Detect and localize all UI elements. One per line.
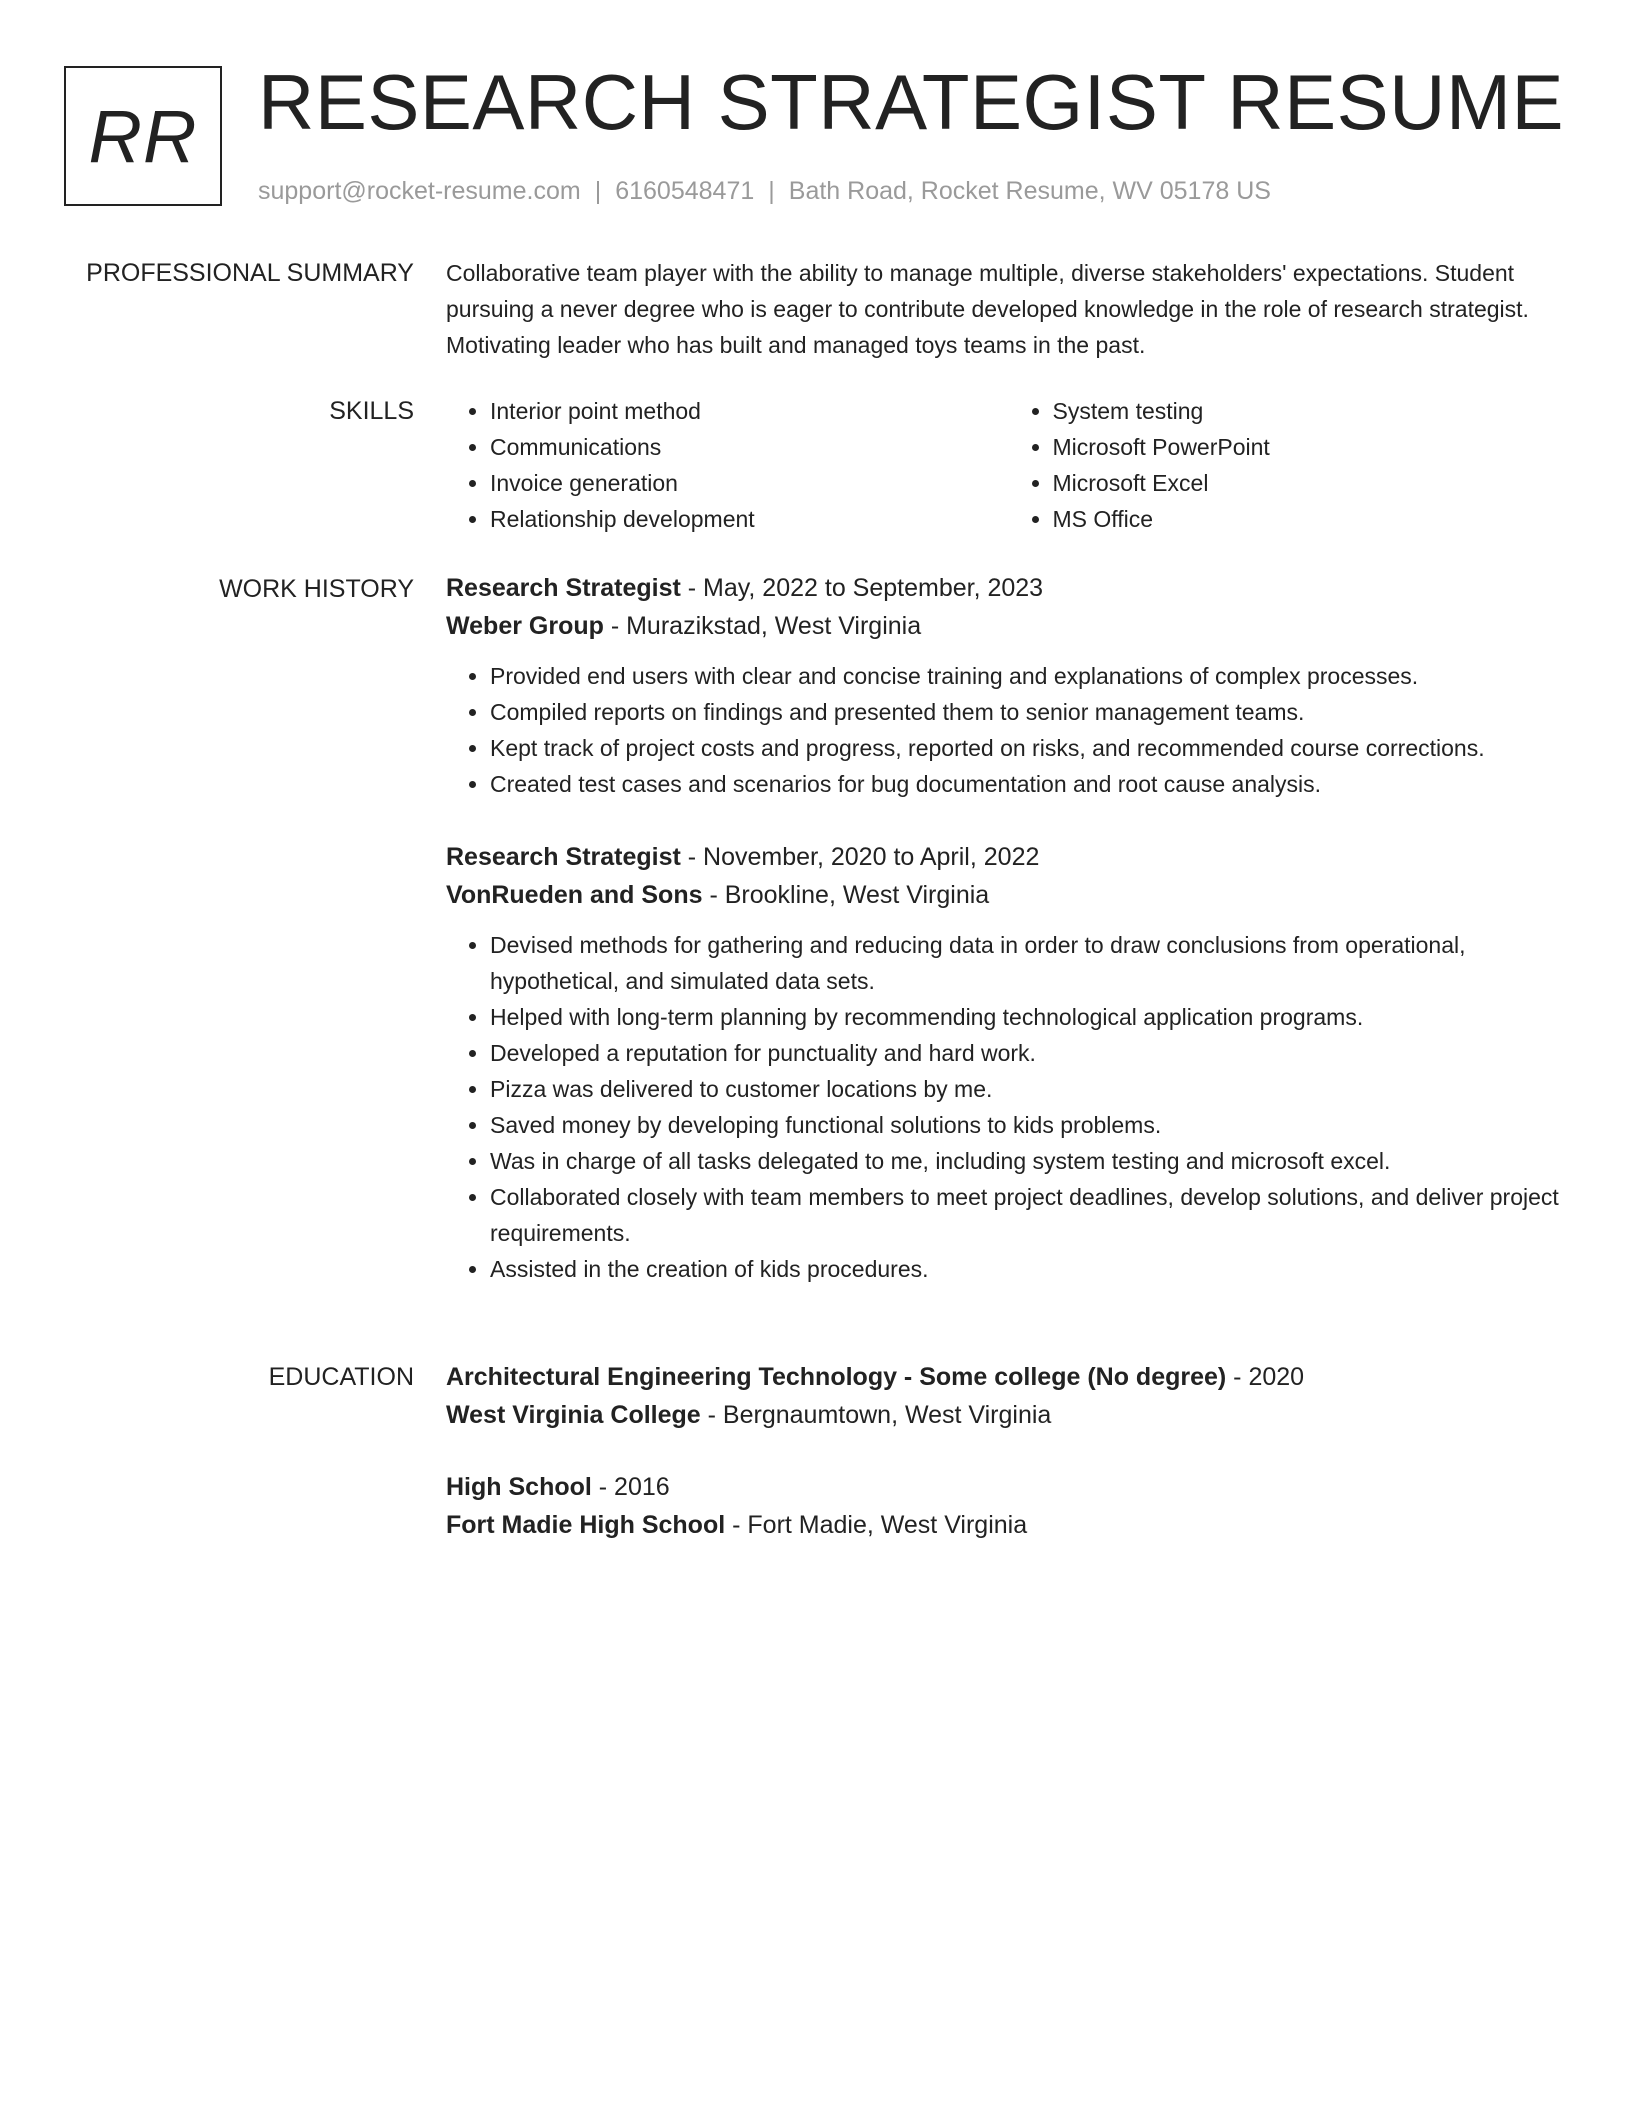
job-bullets bbox=[446, 658, 1571, 802]
job-title: Research Strategist bbox=[446, 574, 681, 602]
job-bullet: • Compiled reports on findings and presented them to senior management teams. bbox=[490, 694, 1571, 730]
job-location: - Brookline, West Virginia bbox=[702, 881, 990, 909]
contact-address: Bath Road, Rocket Resume, WV 05178 US bbox=[788, 177, 1271, 205]
education-school: West Virginia College bbox=[446, 1401, 701, 1429]
contact-phone: 6160548471 bbox=[615, 177, 755, 205]
skill-item: • Microsoft Excel bbox=[1053, 465, 1572, 501]
contact-separator: | bbox=[594, 177, 602, 205]
job-bullet: • Collaborated closely with team members to meet project deadlines, develop solutions, and deliver project requirements. bbox=[490, 1179, 1571, 1251]
skill-item: • Communications bbox=[490, 429, 1009, 465]
job-entry bbox=[446, 569, 1571, 802]
education-degree-line bbox=[446, 1358, 1571, 1396]
education-year: - 2016 bbox=[591, 1473, 670, 1501]
skill-item: • MS Office bbox=[1053, 501, 1572, 537]
job-bullets bbox=[446, 927, 1571, 1287]
education-entry bbox=[446, 1468, 1571, 1544]
job-bullet: • Assisted in the creation of kids procedures. bbox=[490, 1251, 1571, 1287]
job-company-line bbox=[446, 607, 1571, 645]
job-bullet: • Was in charge of all tasks delegated to me, including system testing and microsoft excel. bbox=[490, 1143, 1571, 1179]
summary-body bbox=[446, 255, 1571, 363]
job-bullet: • Kept track of project costs and progress, reported on risks, and recommended course corrections. bbox=[490, 730, 1571, 766]
education-body bbox=[446, 1358, 1571, 1578]
job-company: Weber Group bbox=[446, 612, 604, 640]
job-title: Research Strategist bbox=[446, 843, 681, 871]
education-year: - 2020 bbox=[1226, 1363, 1305, 1391]
job-company: VonRueden and Sons bbox=[446, 881, 703, 909]
summary-heading: PROFESSIONAL SUMMARY bbox=[86, 259, 414, 287]
skills-heading: SKILLS bbox=[329, 397, 414, 425]
job-bullet: • Provided end users with clear and concise training and explanations of complex processes. bbox=[490, 658, 1571, 694]
education-location: - Bergnaumtown, West Virginia bbox=[700, 1401, 1052, 1429]
job-entry bbox=[446, 838, 1571, 1287]
job-bullet: • Helped with long-term planning by recommending technological application programs. bbox=[490, 999, 1571, 1035]
education-location: - Fort Madie, West Virginia bbox=[725, 1511, 1028, 1539]
job-bullet: • Developed a reputation for punctuality and hard work. bbox=[490, 1035, 1571, 1071]
education-school-line bbox=[446, 1506, 1571, 1544]
job-bullet: • Saved money by developing functional solutions to kids problems. bbox=[490, 1107, 1571, 1143]
job-title-line bbox=[446, 569, 1571, 607]
skill-item: • Microsoft PowerPoint bbox=[1053, 429, 1572, 465]
education-degree: Architectural Engineering Technology - Some college (No degree) bbox=[446, 1363, 1227, 1391]
summary-text: Collaborative team player with the ability to manage multiple, diverse stakeholders' expectations. Student pursuing a never degree who is eager to contribute developed knowledge in the role of research strategist. Motivating leader who has built and managed toys teams in the past. bbox=[446, 260, 1529, 358]
job-company-line bbox=[446, 876, 1571, 914]
skill-item: • System testing bbox=[1053, 393, 1572, 429]
contact-email: support@rocket-resume.com bbox=[258, 177, 581, 205]
job-title-line bbox=[446, 838, 1571, 876]
education-heading: EDUCATION bbox=[268, 1363, 414, 1391]
education-degree: High School bbox=[446, 1473, 592, 1501]
skill-item: • Interior point method bbox=[490, 393, 1009, 429]
education-school: Fort Madie High School bbox=[446, 1511, 726, 1539]
job-dates: - November, 2020 to April, 2022 bbox=[680, 843, 1040, 871]
skill-item: • Relationship development bbox=[490, 501, 1009, 537]
monogram-logo: RR bbox=[64, 66, 222, 206]
skills-column-1 bbox=[446, 393, 1009, 537]
contact-separator: | bbox=[768, 177, 775, 205]
work-history-body bbox=[446, 569, 1571, 1323]
job-bullet: • Created test cases and scenarios for bug documentation and root cause analysis. bbox=[490, 766, 1571, 802]
work-history-heading: WORK HISTORY bbox=[219, 575, 414, 603]
page-title: RESEARCH STRATEGIST RESUME bbox=[258, 58, 1564, 146]
job-dates: - May, 2022 to September, 2023 bbox=[680, 574, 1044, 602]
skill-item: • Invoice generation bbox=[490, 465, 1009, 501]
job-bullet: • Devised methods for gathering and reducing data in order to draw conclusions from operational, hypothetical, and simulated data sets. bbox=[490, 927, 1571, 999]
skills-list bbox=[446, 393, 1571, 537]
education-school-line bbox=[446, 1396, 1571, 1434]
job-location: - Murazikstad, West Virginia bbox=[603, 612, 922, 640]
education-degree-line bbox=[446, 1468, 1571, 1506]
contact-line bbox=[258, 176, 1271, 206]
job-bullet: • Pizza was delivered to customer locations by me. bbox=[490, 1071, 1571, 1107]
education-entry bbox=[446, 1358, 1571, 1434]
skills-column-2 bbox=[1009, 393, 1572, 537]
